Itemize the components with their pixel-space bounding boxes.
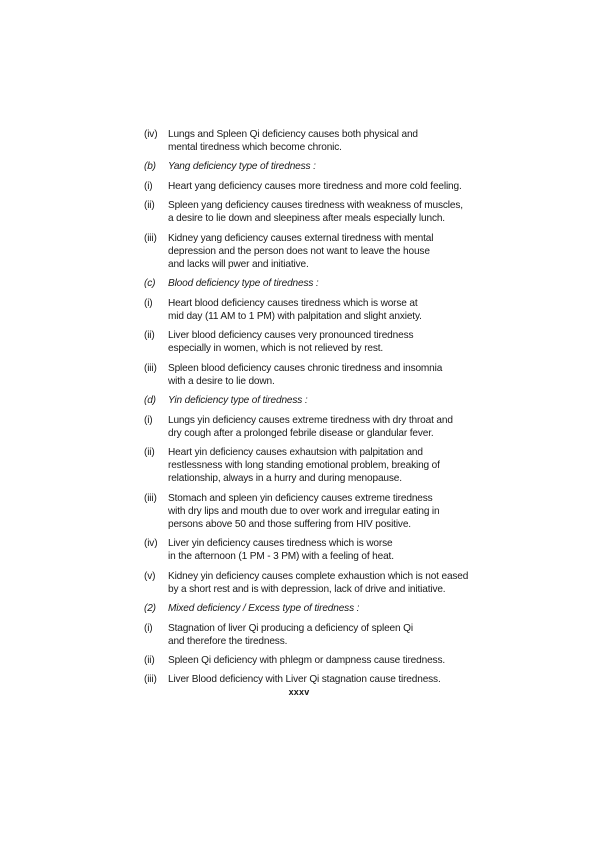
list-item: [144, 180, 464, 193]
list-item: [144, 673, 464, 686]
list-marker: (ii): [144, 330, 155, 342]
text-line: dry cough after a prolonged febrile disease or glandular fever.: [168, 427, 434, 439]
text-line: mid day (11 AM to 1 PM) with palpitation and slight anxiety.: [168, 310, 422, 322]
list-item: [144, 537, 464, 563]
list-item: [144, 492, 464, 531]
list-marker: (i): [144, 622, 153, 634]
text-line: Kidney yang deficiency causes external tiredness with mental: [168, 232, 434, 244]
list-item-text: [168, 622, 464, 648]
list-marker: (iii): [144, 674, 157, 686]
list-item-text: [168, 232, 464, 271]
list-marker: (ii): [144, 200, 155, 212]
section-heading-text: [168, 160, 464, 173]
list-item: [144, 199, 464, 225]
section-heading-text: [168, 277, 464, 290]
section-heading: [144, 160, 464, 173]
list-marker: (c): [144, 278, 156, 290]
list-item-text: [168, 570, 468, 596]
section-heading-text: [168, 394, 464, 407]
list-marker: (i): [144, 297, 153, 309]
text-line: Yang deficiency type of tiredness :: [168, 161, 316, 173]
text-line: by a short rest and is with depression, lack of drive and initiative.: [168, 583, 446, 595]
section-heading: [144, 277, 464, 290]
list-marker: (2): [144, 603, 156, 615]
list-item-text: [168, 128, 464, 154]
text-line: and lacks will pwer and initiative.: [168, 258, 309, 270]
section-heading-text: [168, 602, 464, 615]
page-content: [144, 128, 469, 693]
list-item-text: [168, 329, 464, 355]
text-line: restlessness with long standing emotional problem, breaking of: [168, 460, 440, 472]
list-marker: (ii): [144, 447, 155, 459]
list-marker: (ii): [144, 655, 155, 667]
text-line: mental tiredness which become chronic.: [168, 142, 342, 154]
text-line: Heart yin deficiency causes exhautsion with palpitation and: [168, 447, 423, 459]
list-marker: (i): [144, 414, 153, 426]
list-item: [144, 570, 469, 596]
list-item: [144, 362, 464, 388]
text-line: Mixed deficiency / Excess type of tiredness :: [168, 603, 360, 615]
list-item-text: [168, 537, 464, 563]
text-line: Liver yin deficiency causes tiredness which is worse: [168, 538, 393, 550]
list-item-text: [168, 492, 464, 531]
list-item: [144, 128, 464, 154]
entry-list: [144, 128, 469, 687]
text-line: Spleen blood deficiency causes chronic tiredness and insomnia: [168, 362, 443, 374]
text-line: a desire to lie down and sleepiness after meals especially lunch.: [168, 213, 445, 225]
text-line: with dry lips and mouth due to over work and irregular eating in: [168, 505, 440, 517]
text-line: Liver blood deficiency causes very pronounced tiredness: [168, 330, 414, 342]
text-line: Liver Blood deficiency with Liver Qi stagnation cause tiredness.: [168, 674, 441, 686]
list-item-text: [168, 446, 464, 485]
text-line: and therefore the tiredness.: [168, 635, 288, 647]
list-item: [144, 622, 464, 648]
list-marker: (b): [144, 161, 156, 173]
text-line: Lungs yin deficiency causes extreme tiredness with dry throat and: [168, 414, 453, 426]
list-item: [144, 297, 464, 323]
list-marker: (v): [144, 570, 156, 582]
list-item-text: [168, 362, 464, 388]
section-heading: [144, 602, 464, 615]
list-marker: (iv): [144, 129, 158, 140]
list-item-text: [168, 654, 464, 667]
text-line: persons above 50 and those suffering from HIV positive.: [168, 518, 411, 530]
list-item: [144, 329, 464, 355]
list-item: [144, 654, 464, 667]
list-item: [144, 446, 464, 485]
list-item-text: [168, 199, 464, 225]
text-line: Kidney yin deficiency causes complete exhaustion which is not eased: [168, 570, 469, 582]
list-marker: (iii): [144, 492, 157, 504]
text-line: Heart yang deficiency causes more tiredness and more cold feeling.: [168, 180, 462, 192]
text-line: depression and the person does not want to leave the house: [168, 245, 430, 257]
text-line: especially in women, which is not relieved by rest.: [168, 343, 384, 355]
list-marker: (d): [144, 395, 156, 407]
list-item: [144, 232, 464, 271]
text-line: Heart blood deficiency causes tiredness which is worse at: [168, 297, 418, 309]
text-line: Blood deficiency type of tiredness :: [168, 278, 319, 290]
text-line: Stagnation of liver Qi producing a deficiency of spleen Qi: [168, 622, 413, 634]
text-line: with a desire to lie down.: [168, 375, 275, 387]
list-item-text: [168, 414, 464, 440]
text-line: Lungs and Spleen Qi deficiency causes both physical and: [168, 129, 418, 140]
list-marker: (iv): [144, 538, 158, 550]
text-line: Spleen Qi deficiency with phlegm or dampness cause tiredness.: [168, 655, 445, 667]
text-line: relationship, always in a hurry and during menopause.: [168, 473, 402, 485]
text-line: Stomach and spleen yin deficiency causes extreme tiredness: [168, 492, 433, 504]
list-item: [144, 414, 464, 440]
text-line: Yin deficiency type of tiredness :: [168, 395, 308, 407]
list-item-text: [168, 673, 464, 686]
page-number: xxxv: [288, 687, 310, 697]
list-marker: (iii): [144, 232, 157, 244]
list-marker: (i): [144, 180, 153, 192]
text-line: Spleen yang deficiency causes tiredness with weakness of muscles,: [168, 200, 463, 212]
list-marker: (iii): [144, 362, 157, 374]
text-line: in the afternoon (1 PM - 3 PM) with a feeling of heat.: [168, 551, 394, 563]
list-item-text: [168, 180, 464, 193]
section-heading: [144, 394, 464, 407]
list-item-text: [168, 297, 464, 323]
